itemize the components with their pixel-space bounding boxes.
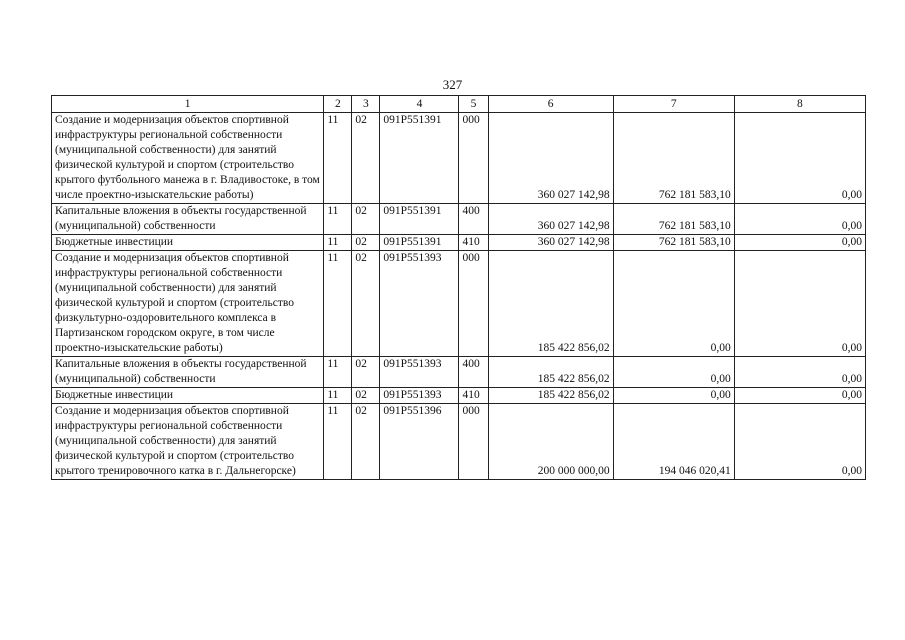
column-header: 7 [613,96,734,113]
amount-col-6: 185 422 856,02 [488,251,613,357]
table-row [52,251,866,357]
amount-col-7: 0,00 [613,388,734,404]
row-name: Бюджетные инвестиции [52,388,324,404]
section-code: 11 [324,251,352,357]
subsection-code: 02 [352,113,380,204]
amount-col-7: 762 181 583,10 [613,235,734,251]
column-header: 5 [459,96,488,113]
expense-type-code: 000 [459,251,488,357]
amount-col-7: 194 046 020,41 [613,404,734,480]
row-name: Капитальные вложения в объекты государственной (муниципальной) собственности [52,204,324,235]
amount-col-7: 0,00 [613,251,734,357]
subsection-code: 02 [352,388,380,404]
row-name: Создание и модернизация объектов спортивной инфраструктуры региональной собственности (муниципальной собственности) для занятий физической культурой и спортом (строительство крытого футбольного манежа в г. Владивостоке, в том числе проектно-изыскательские работы) [52,113,324,204]
column-header: 3 [352,96,380,113]
target-article-code: 091P551396 [380,404,459,480]
expense-type-code: 000 [459,113,488,204]
amount-col-8: 0,00 [734,204,865,235]
amount-col-8: 0,00 [734,113,865,204]
amount-col-6: 200 000 000,00 [488,404,613,480]
amount-col-8: 0,00 [734,404,865,480]
expense-type-code: 400 [459,204,488,235]
expense-type-code: 400 [459,357,488,388]
table-row [52,404,866,480]
target-article-code: 091P551391 [380,204,459,235]
target-article-code: 091P551391 [380,235,459,251]
column-header: 1 [52,96,324,113]
section-code: 11 [324,204,352,235]
subsection-code: 02 [352,235,380,251]
expense-type-code: 000 [459,404,488,480]
row-name: Капитальные вложения в объекты государственной (муниципальной) собственности [52,357,324,388]
subsection-code: 02 [352,204,380,235]
section-code: 11 [324,113,352,204]
amount-col-6: 185 422 856,02 [488,388,613,404]
amount-col-6: 360 027 142,98 [488,235,613,251]
amount-col-7: 762 181 583,10 [613,204,734,235]
subsection-code: 02 [352,357,380,388]
column-header: 6 [488,96,613,113]
table-row [52,388,866,404]
table-row [52,113,866,204]
row-name: Создание и модернизация объектов спортивной инфраструктуры региональной собственности (муниципальной собственности) для занятий физической культурой и спортом (строительство крытого тренировочного катка в г. Дальнегорске) [52,404,324,480]
table-row [52,204,866,235]
header-row [52,96,866,113]
target-article-code: 091P551393 [380,357,459,388]
column-header: 4 [380,96,459,113]
column-header: 2 [324,96,352,113]
section-code: 11 [324,235,352,251]
subsection-code: 02 [352,251,380,357]
amount-col-8: 0,00 [734,235,865,251]
section-code: 11 [324,388,352,404]
budget-table [51,95,866,480]
amount-col-6: 185 422 856,02 [488,357,613,388]
target-article-code: 091P551391 [380,113,459,204]
table-row [52,235,866,251]
subsection-code: 02 [352,404,380,480]
page-number: 327 [442,77,463,92]
expense-type-code: 410 [459,235,488,251]
row-name: Создание и модернизация объектов спортивной инфраструктуры региональной собственности (муниципальной собственности) для занятий физической культурой и спортом (строительство физкультурно-оздоровительного комплекса в Партизанском городском округе, в том числе проектно-изыскательские работы) [52,251,324,357]
amount-col-8: 0,00 [734,357,865,388]
amount-col-6: 360 027 142,98 [488,113,613,204]
amount-col-6: 360 027 142,98 [488,204,613,235]
column-header: 8 [734,96,865,113]
row-name: Бюджетные инвестиции [52,235,324,251]
amount-col-7: 762 181 583,10 [613,113,734,204]
expense-type-code: 410 [459,388,488,404]
section-code: 11 [324,404,352,480]
amount-col-8: 0,00 [734,251,865,357]
amount-col-8: 0,00 [734,388,865,404]
table-row [52,357,866,388]
target-article-code: 091P551393 [380,388,459,404]
section-code: 11 [324,357,352,388]
amount-col-7: 0,00 [613,357,734,388]
target-article-code: 091P551393 [380,251,459,357]
